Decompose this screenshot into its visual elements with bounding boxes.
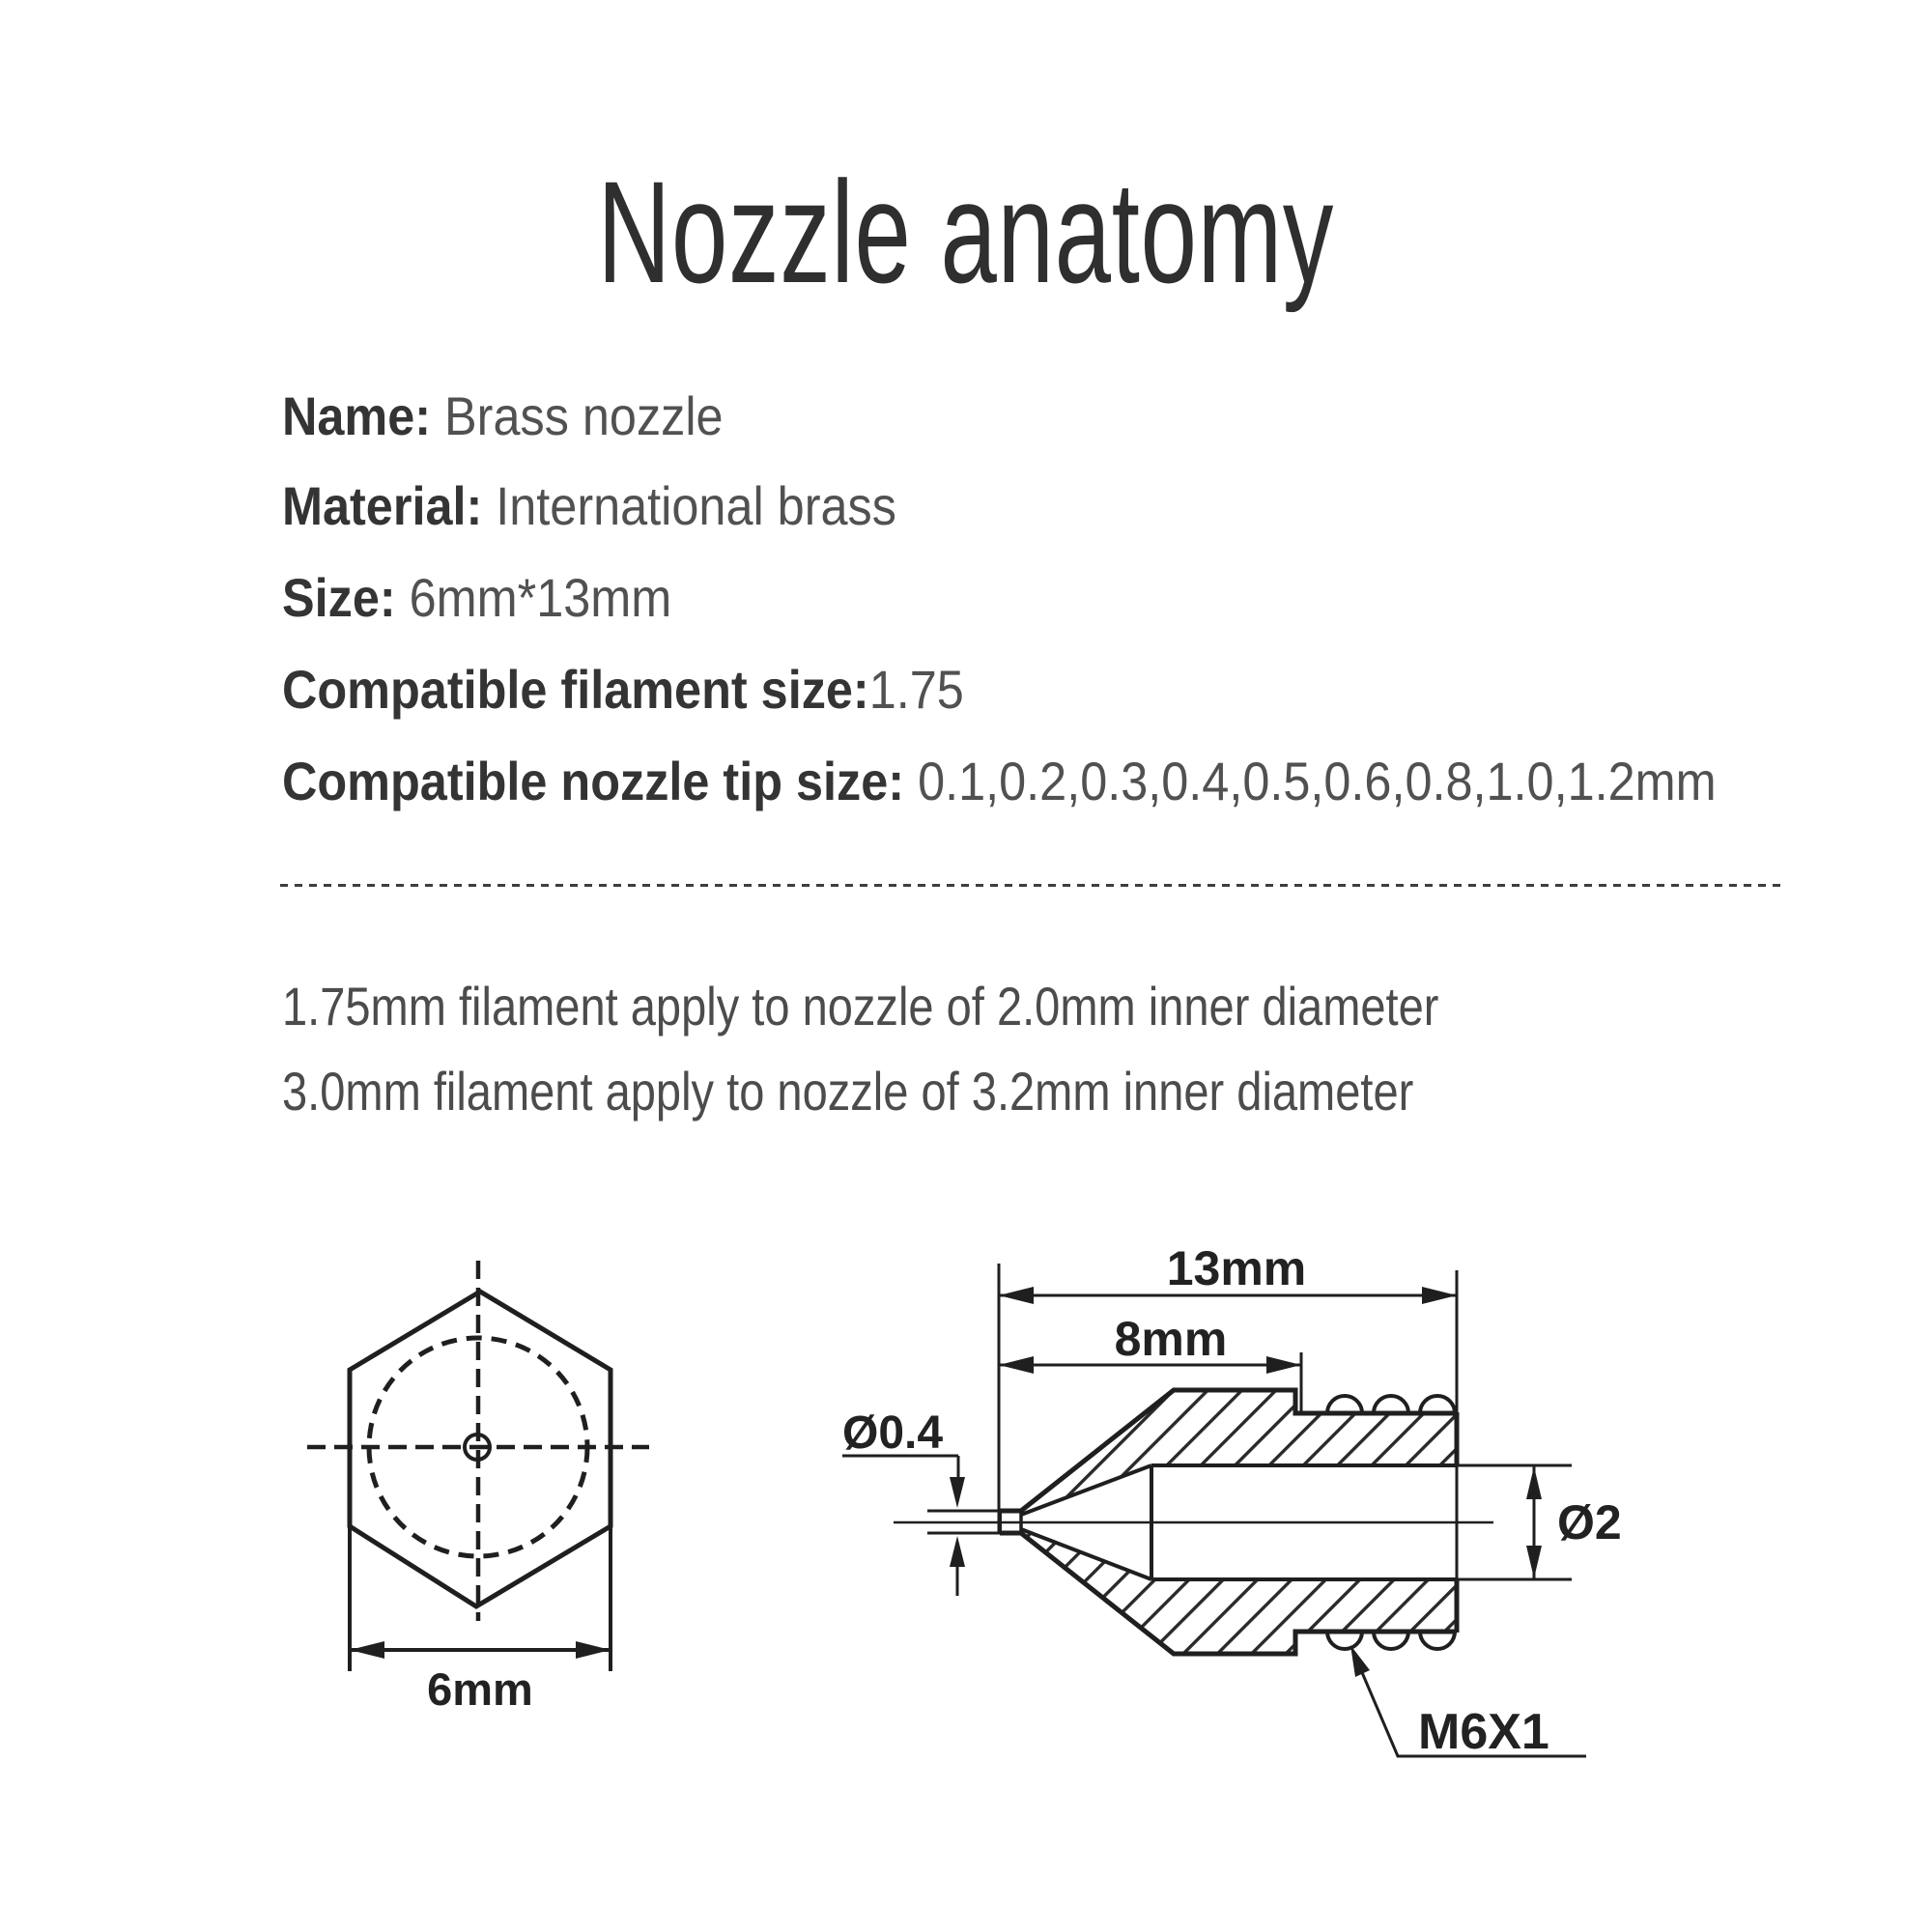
dim-orifice <box>842 1407 965 1596</box>
thread-leader-arrow <box>1350 1645 1370 1677</box>
spec-value-name: Brass nozzle <box>431 385 724 446</box>
note-filament-175: 1.75mm filament apply to nozzle of 2.0mm inner diameter <box>282 976 1439 1037</box>
section-hatch-top <box>1019 1392 1455 1516</box>
dim-bore-arrow-down <box>1526 1546 1542 1578</box>
spec-value-tip-size: 0.1,0.2,0.3,0.4,0.5,0.6,0.8,1.0,1.2mm <box>904 751 1717 811</box>
dim-6mm <box>350 1641 611 1715</box>
hex-front-view <box>307 1261 649 1715</box>
dim-6mm-arrow-right <box>576 1641 611 1659</box>
thread-label: M6X1 <box>1418 1704 1549 1760</box>
dim-bore-arrow-up <box>1526 1466 1542 1499</box>
dim-6mm-label: 6mm <box>427 1663 533 1715</box>
thread-callout <box>1350 1645 1586 1760</box>
section-view <box>842 1241 1622 1760</box>
page-title: Nozzle anatomy <box>597 151 1335 313</box>
dim-8mm-label: 8mm <box>1114 1312 1228 1366</box>
dim-13mm-arrow-right <box>1422 1287 1457 1304</box>
spec-label-size: Size: <box>282 567 396 628</box>
dim-13mm-label: 13mm <box>1166 1241 1307 1295</box>
dim-8mm <box>999 1312 1301 1374</box>
dim-orifice-arrow-up <box>950 1536 965 1567</box>
thread-crests-top <box>1327 1396 1455 1413</box>
spec-value-size: 6mm*13mm <box>395 567 672 628</box>
dim-bore-label: Ø2 <box>1557 1495 1622 1549</box>
thread-crests-bottom <box>1327 1632 1455 1649</box>
spec-label-filament-size: Compatible filament size: <box>282 659 869 720</box>
spec-label-name: Name: <box>282 385 432 446</box>
note-filament-30: 3.0mm filament apply to nozzle of 3.2mm inner diameter <box>282 1061 1414 1122</box>
dim-orifice-label: Ø0.4 <box>842 1407 944 1459</box>
spec-label-tip-size: Compatible nozzle tip size: <box>282 751 905 811</box>
spec-value-material: International brass <box>482 475 896 536</box>
dim-bore <box>1526 1466 1622 1578</box>
dim-6mm-arrow-left <box>350 1641 384 1659</box>
dim-13mm <box>999 1241 1457 1304</box>
dim-13mm-arrow-left <box>999 1287 1034 1304</box>
spec-value-filament-size: 1.75 <box>868 659 964 720</box>
dim-orifice-arrow-down <box>950 1477 965 1508</box>
dim-8mm-arrow-right <box>1266 1356 1301 1374</box>
dim-8mm-arrow-left <box>999 1356 1034 1374</box>
spec-label-material: Material: <box>282 475 483 536</box>
